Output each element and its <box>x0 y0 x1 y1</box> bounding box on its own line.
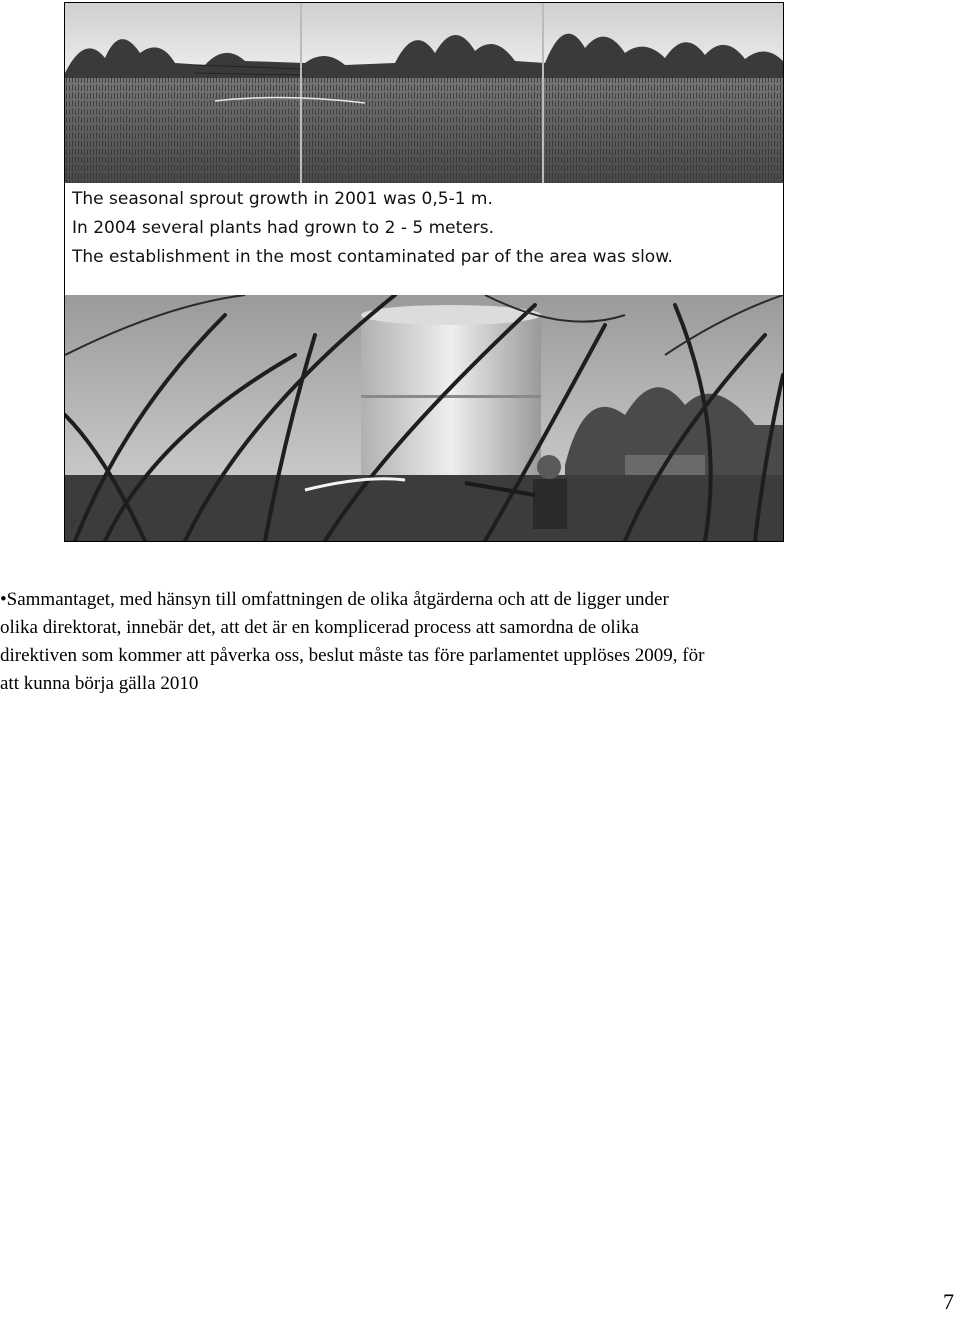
tank-reeds-photo <box>65 295 783 541</box>
field-photo-strip <box>65 3 783 183</box>
speaker-notes <box>0 586 860 698</box>
caption-line: The seasonal sprout growth in 2001 was 0,5-1 m. <box>72 189 493 209</box>
slide-number: 7 <box>70 517 77 531</box>
caption-line: In 2004 several plants had grown to 2 - 5 meters. <box>72 218 494 238</box>
notes-line: direktiven som kommer att påverka oss, beslut måste tas före parlamentet upplöses 2009, för <box>0 645 705 666</box>
slide-frame <box>64 2 784 542</box>
notes-line: olika direktorat, innebär det, att det är en komplicerad process att samordna de olika <box>0 617 639 638</box>
slide-caption <box>72 185 778 272</box>
page-number: 7 <box>943 1289 954 1314</box>
notes-line: att kunna börja gälla 2010 <box>0 673 199 694</box>
notes-line: •Sammantaget, med hänsyn till omfattningen de olika åtgärderna och att de ligger under <box>0 589 669 610</box>
caption-line: The establishment in the most contaminated par of the area was slow. <box>72 247 673 267</box>
